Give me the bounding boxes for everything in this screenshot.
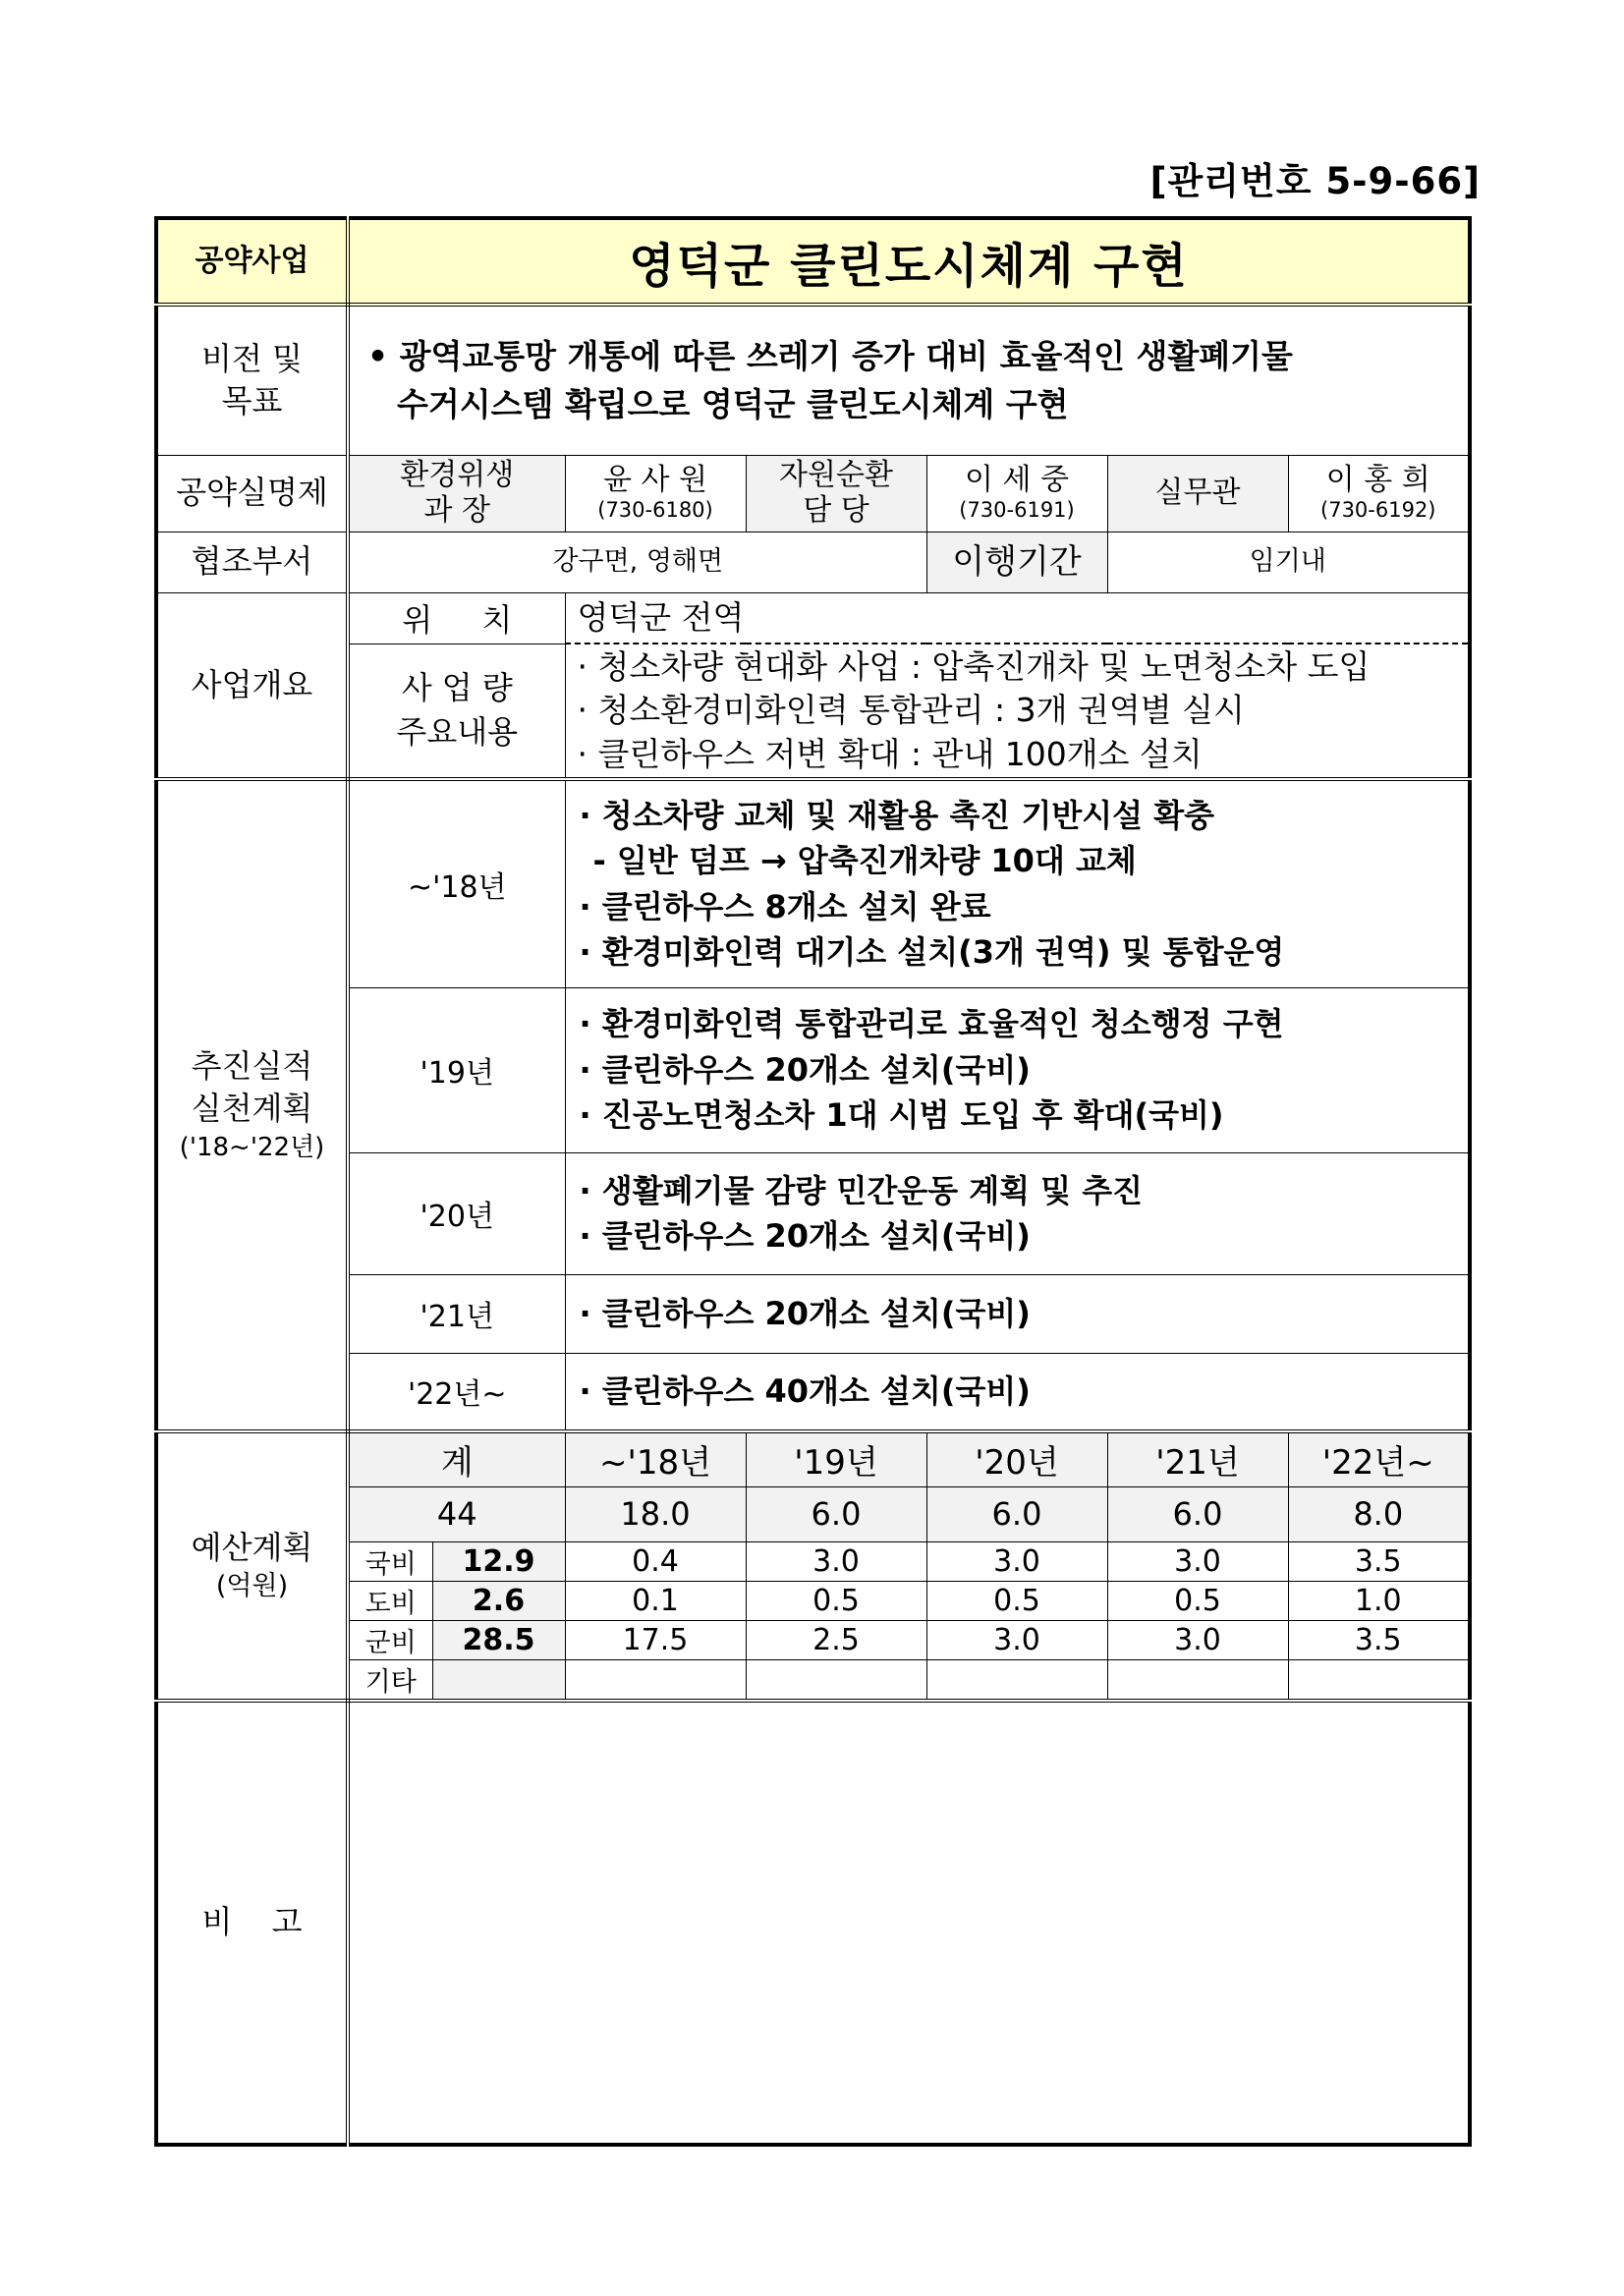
perf-item: · 클린하우스 40개소 설치(국비): [579, 1372, 1031, 1411]
source-value: 3.5: [1288, 1541, 1470, 1581]
source-value: 17.5: [565, 1620, 746, 1659]
source-value: 0.4: [565, 1541, 746, 1581]
performance-label-line3: ('18~'22년): [179, 1132, 325, 1162]
perf-row-2021: [156, 1274, 1470, 1353]
perf-year: '20년: [348, 1152, 565, 1274]
perf-items: [565, 987, 1470, 1152]
official2-title: [746, 455, 926, 532]
content-label: [348, 644, 565, 779]
perf-item: · 환경미화인력 대기소 설치(3개 권역) 및 통합운영: [579, 933, 1285, 972]
remarks-value: [348, 1701, 1470, 2145]
official3-title: 실무관: [1107, 455, 1288, 532]
vision-label: [156, 305, 348, 455]
source-name: 도비: [348, 1581, 432, 1620]
coop-value: 강구면, 영해면: [348, 532, 926, 592]
perf-year: ~'18년: [348, 779, 565, 987]
content-label-line1: 사 업 량: [401, 669, 513, 707]
budget-label-line1: 예산계획: [191, 1528, 313, 1566]
budget-year: '20년: [926, 1431, 1107, 1486]
source-sum: [432, 1659, 565, 1701]
source-value: 0.5: [746, 1581, 926, 1620]
official2-title-line1: 자원순환: [779, 458, 893, 492]
overview-location-row: [156, 592, 1470, 644]
source-sum: 28.5: [432, 1620, 565, 1659]
source-value: 3.0: [1107, 1541, 1288, 1581]
official1-name-text: 윤 사 원: [602, 463, 707, 498]
perf-item: · 클린하우스 20개소 설치(국비): [579, 1217, 1031, 1255]
source-value: 0.1: [565, 1581, 746, 1620]
location-value: 영덕군 전역: [565, 592, 1470, 644]
perf-items: [565, 779, 1470, 987]
vision-row: [156, 305, 1470, 455]
budget-total-label: 계: [348, 1431, 565, 1486]
budget-year: '19년: [746, 1431, 926, 1486]
perf-row-2019: [156, 987, 1470, 1152]
performance-label-line1: 추진실적: [191, 1047, 313, 1086]
source-value: 3.0: [1107, 1620, 1288, 1659]
budget-total-value: 18.0: [565, 1486, 746, 1541]
budget-year: '22년~: [1288, 1431, 1470, 1486]
perf-year: '19년: [348, 987, 565, 1152]
responsible-row: [156, 455, 1470, 532]
content-items: [565, 644, 1470, 779]
budget-year: ~'18년: [565, 1431, 746, 1486]
performance-label: [156, 779, 348, 1431]
official1-title-line2: 과 장: [423, 493, 490, 528]
perf-item: · 클린하우스 20개소 설치(국비): [579, 1050, 1031, 1089]
source-value: 0.5: [1107, 1581, 1288, 1620]
pledge-form-table: [154, 216, 1472, 2147]
budget-source-row: [156, 1541, 1470, 1581]
project-label: 공약사업: [156, 218, 348, 305]
source-value: [1288, 1659, 1470, 1701]
budget-year: '21년: [1107, 1431, 1288, 1486]
budget-label: [156, 1431, 348, 1701]
project-title: 영덕군 클린도시체계 구현: [348, 218, 1470, 305]
perf-item: · 청소차량 교체 및 재활용 촉진 기반시설 확충: [579, 796, 1215, 834]
source-value: 3.0: [746, 1541, 926, 1581]
budget-header-row: [156, 1431, 1470, 1486]
budget-total-value: 6.0: [746, 1486, 926, 1541]
official2-tel: (730-6191): [959, 498, 1075, 523]
vision-text: [348, 305, 1470, 455]
reference-number: [관리번호 5-9-66]: [1149, 160, 1481, 202]
source-value: 3.0: [926, 1620, 1107, 1659]
performance-label-line2: 실천계획: [191, 1090, 313, 1128]
official3-name-text: 이 홍 희: [1325, 463, 1430, 498]
source-value: 3.5: [1288, 1620, 1470, 1659]
budget-total-value: 6.0: [926, 1486, 1107, 1541]
budget-source-row: [156, 1620, 1470, 1659]
perf-item: · 진공노면청소차 1대 시범 도입 후 확대(국비): [579, 1096, 1224, 1135]
official1-tel: (730-6180): [597, 498, 713, 523]
vision-label-line2: 목표: [221, 382, 283, 420]
perf-year: '21년: [348, 1274, 565, 1353]
perf-items: [565, 1353, 1470, 1431]
budget-source-row: [156, 1581, 1470, 1620]
perf-row-2022: [156, 1353, 1470, 1431]
source-name: 기타: [348, 1659, 432, 1701]
budget-source-row: [156, 1659, 1470, 1701]
vision-label-line1: 비전 및: [201, 340, 303, 378]
period-label: 이행기간: [926, 532, 1107, 592]
source-value: 2.5: [746, 1620, 926, 1659]
perf-item: - 일반 덤프 → 압축진개차량 10대 교체: [592, 842, 1137, 880]
vision-line1: • 광역교통망 개통에 따른 쓰레기 증가 대비 효율적인 생활폐기물: [367, 336, 1293, 375]
source-value: 1.0: [1288, 1581, 1470, 1620]
official3-tel: (730-6192): [1320, 498, 1436, 523]
remarks-row: [156, 1701, 1470, 2145]
source-value: 0.5: [926, 1581, 1107, 1620]
remarks-label: 비 고: [156, 1701, 348, 2145]
official2-title-line2: 담 당: [803, 493, 869, 528]
coop-row: [156, 532, 1470, 592]
perf-item: · 환경미화인력 통합관리로 효율적인 청소행정 구현: [579, 1005, 1284, 1043]
source-sum: 12.9: [432, 1541, 565, 1581]
content-item: · 청소환경미화인력 통합관리 : 3개 권역별 실시: [577, 691, 1245, 730]
perf-item: · 클린하우스 20개소 설치(국비): [579, 1294, 1031, 1332]
budget-totals-row: [156, 1486, 1470, 1541]
vision-line2: 수거시스템 확립으로 영덕군 클린도시체계 구현: [397, 385, 1069, 424]
perf-items: [565, 1152, 1470, 1274]
responsible-label: 공약실명제: [156, 455, 348, 532]
official1-name: [565, 455, 746, 532]
source-value: [926, 1659, 1107, 1701]
source-value: [746, 1659, 926, 1701]
source-name: 국비: [348, 1541, 432, 1581]
official2-name: [926, 455, 1107, 532]
source-value: [1107, 1659, 1288, 1701]
perf-item: · 클린하우스 8개소 설치 완료: [579, 887, 991, 925]
overview-label: 사업개요: [156, 592, 348, 779]
coop-label: 협조부서: [156, 532, 348, 592]
period-value: 임기내: [1107, 532, 1470, 592]
perf-items: [565, 1274, 1470, 1353]
budget-label-line2: (억원): [215, 1571, 289, 1602]
official1-title: [348, 455, 565, 532]
overview-content-row: [156, 644, 1470, 779]
source-value: [565, 1659, 746, 1701]
source-value: 3.0: [926, 1541, 1107, 1581]
perf-item: · 생활폐기물 감량 민간운동 계획 및 추진: [579, 1171, 1144, 1209]
budget-total-value: 6.0: [1107, 1486, 1288, 1541]
location-label: 위 치: [348, 592, 565, 644]
content-item: · 클린하우스 저변 확대 : 관내 100개소 설치: [577, 734, 1203, 773]
official3-name: [1288, 455, 1470, 532]
perf-row-2018: [156, 779, 1470, 987]
project-row: [156, 218, 1470, 305]
perf-row-2020: [156, 1152, 1470, 1274]
official2-name-text: 이 세 중: [964, 463, 1069, 498]
source-name: 군비: [348, 1620, 432, 1659]
content-label-line2: 주요내용: [396, 713, 519, 752]
source-sum: 2.6: [432, 1581, 565, 1620]
perf-year: '22년~: [348, 1353, 565, 1431]
official1-title-line1: 환경위생: [400, 458, 515, 492]
budget-grand-total: 44: [348, 1486, 565, 1541]
budget-total-value: 8.0: [1288, 1486, 1470, 1541]
content-item: · 청소차량 현대화 사업 : 압축진개차 및 노면청소차 도입: [577, 646, 1371, 686]
